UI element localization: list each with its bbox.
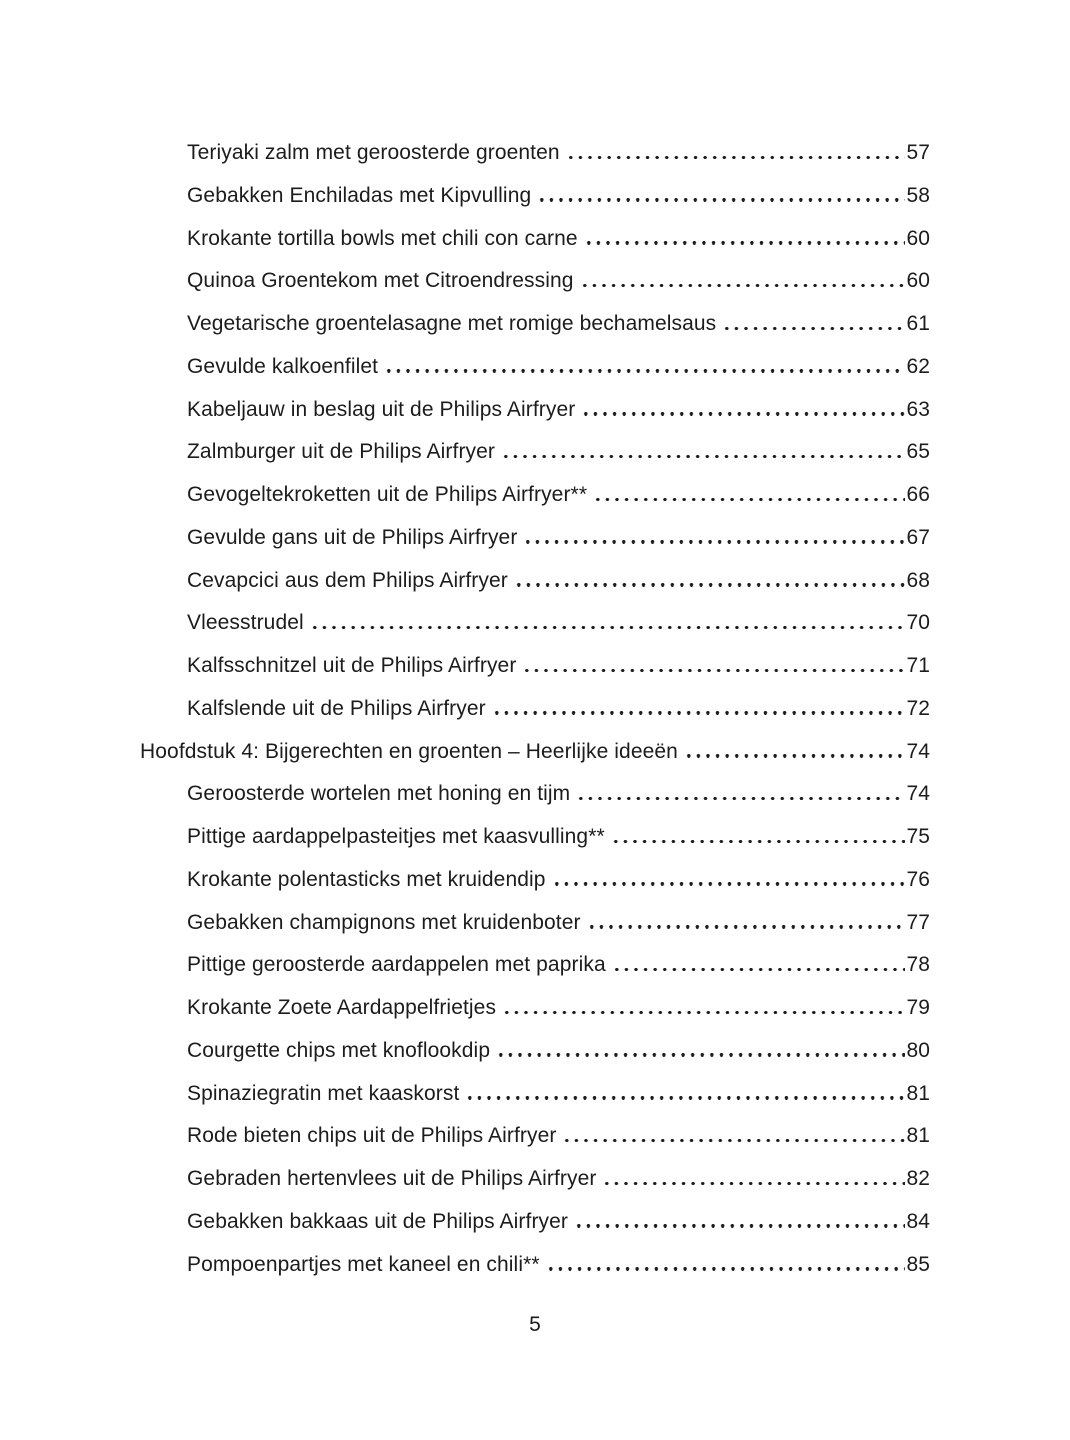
dot-leader xyxy=(522,669,905,672)
toc-entry[interactable] xyxy=(140,389,930,432)
toc-entry-label: Gebakken champignons met kruidenboter xyxy=(187,910,581,934)
toc-entry-label: Zalmburger uit de Philips Airfryer xyxy=(187,440,496,464)
dot-leader xyxy=(537,198,905,201)
dot-leader xyxy=(310,626,906,629)
dot-leader xyxy=(465,1096,905,1099)
dot-leader xyxy=(602,1182,905,1185)
toc-entry-label: Vleesstrudel xyxy=(187,611,304,635)
dot-leader xyxy=(581,412,905,415)
toc-entry-page-number: 68 xyxy=(906,568,930,592)
toc-entry[interactable] xyxy=(140,560,930,603)
dot-leader xyxy=(580,284,906,287)
toc-entry-page-number: 81 xyxy=(906,1081,930,1105)
toc-entry-label: Gevulde kalkoenfilet xyxy=(187,354,379,378)
toc-entry[interactable] xyxy=(140,731,930,774)
toc-entry-label: Courgette chips met knoflookdip xyxy=(187,1038,491,1062)
toc-entry[interactable] xyxy=(140,1244,930,1287)
toc-entry-page-number: 70 xyxy=(906,611,930,635)
page-footer xyxy=(0,1310,1070,1340)
toc-entry[interactable] xyxy=(140,132,930,175)
toc-entry-page-number: 74 xyxy=(906,739,930,763)
toc-entry-label: Krokante Zoete Aardappelfrietjes xyxy=(187,996,497,1019)
toc-entry[interactable] xyxy=(140,1030,930,1073)
toc-entry-label: Gevogeltekroketten uit de Philips Airfryer** xyxy=(187,483,588,506)
toc-entry-label: Geroosterde wortelen met honing en tijm xyxy=(187,782,571,806)
toc-entry-label: Kabeljauw in beslag uit de Philips Airfryer xyxy=(187,397,576,421)
toc-entry-label: Spinaziegratin met kaaskorst xyxy=(187,1081,460,1105)
dot-leader xyxy=(496,1053,905,1056)
toc-entry[interactable] xyxy=(140,346,930,389)
toc-entry-page-number: 60 xyxy=(906,269,930,293)
toc-entry-page-number: 60 xyxy=(906,226,930,250)
toc-entry-page-number: 65 xyxy=(906,440,930,464)
dot-leader xyxy=(576,797,905,800)
toc-entry-page-number: 79 xyxy=(906,996,930,1019)
dot-leader xyxy=(492,711,906,714)
toc-entry-page-number: 85 xyxy=(906,1252,930,1276)
page-number: 5 xyxy=(529,1313,541,1336)
dot-leader xyxy=(552,882,906,885)
dot-leader xyxy=(587,925,906,928)
toc-entry-page-number: 78 xyxy=(906,953,930,977)
toc-entry[interactable] xyxy=(140,303,930,346)
dot-leader xyxy=(593,498,905,501)
toc-entry-label: Pittige geroosterde aardappelen met paprika xyxy=(187,953,606,977)
toc-entry[interactable] xyxy=(140,987,930,1030)
toc-entry-page-number: 62 xyxy=(906,354,930,378)
toc-entry[interactable] xyxy=(140,816,930,859)
dot-leader xyxy=(562,1139,905,1142)
toc-entry-page-number: 84 xyxy=(906,1209,930,1233)
toc-entry-label: Hoofdstuk 4: Bijgerechten en groenten – Heerlijke ideeën xyxy=(140,739,678,763)
toc-entry[interactable] xyxy=(140,474,930,517)
toc-entry[interactable] xyxy=(140,175,930,218)
toc-entry-page-number: 81 xyxy=(906,1124,930,1148)
toc-entry[interactable] xyxy=(140,773,930,816)
toc-entry-page-number: 66 xyxy=(906,483,930,506)
toc-entry-page-number: 71 xyxy=(906,654,930,677)
toc-entry-label: Krokante tortilla bowls met chili con carne xyxy=(187,226,578,250)
toc-entry[interactable] xyxy=(140,260,930,303)
toc-entry-label: Rode bieten chips uit de Philips Airfryer xyxy=(187,1124,557,1148)
dot-leader xyxy=(574,1224,905,1227)
toc-list xyxy=(140,132,930,1286)
toc-entry[interactable] xyxy=(140,517,930,560)
toc-entry[interactable] xyxy=(140,1158,930,1201)
toc-entry[interactable] xyxy=(140,218,930,261)
dot-leader xyxy=(684,754,905,757)
toc-entry-page-number: 76 xyxy=(906,867,930,891)
toc-entry[interactable] xyxy=(140,902,930,945)
toc-entry[interactable] xyxy=(140,602,930,645)
toc-entry-page-number: 74 xyxy=(906,782,930,806)
toc-entry[interactable] xyxy=(140,859,930,902)
toc-entry[interactable] xyxy=(140,431,930,474)
toc-entry-page-number: 57 xyxy=(906,141,930,164)
toc-entry-page-number: 61 xyxy=(906,312,930,335)
toc-entry-label: Krokante polentasticks met kruidendip xyxy=(187,867,546,891)
toc-entry-page-number: 75 xyxy=(906,825,930,848)
toc-entry-label: Quinoa Groentekom met Citroendressing xyxy=(187,269,574,293)
toc-entry-page-number: 80 xyxy=(906,1038,930,1062)
toc-entry[interactable] xyxy=(140,1073,930,1116)
dot-leader xyxy=(384,369,905,372)
dot-leader xyxy=(501,455,905,458)
dot-leader xyxy=(514,583,906,586)
toc-entry-label: Kalfsschnitzel uit de Philips Airfryer xyxy=(187,654,517,677)
toc-entry-label: Cevapcici aus dem Philips Airfryer xyxy=(187,568,508,592)
dot-leader xyxy=(722,327,905,330)
toc-entry-label: Gevulde gans uit de Philips Airfryer xyxy=(187,525,518,549)
dot-leader xyxy=(523,540,905,543)
toc-entry-label: Gebakken Enchiladas met Kipvulling xyxy=(187,183,532,207)
toc-entry-label: Kalfslende uit de Philips Airfryer xyxy=(187,696,486,720)
toc-entry[interactable] xyxy=(140,1201,930,1244)
dot-leader xyxy=(566,156,906,159)
toc-entry-page-number: 72 xyxy=(906,696,930,720)
toc-entry[interactable] xyxy=(140,944,930,987)
toc-entry[interactable] xyxy=(140,688,930,731)
toc-entry-label: Teriyaki zalm met geroosterde groenten xyxy=(187,141,560,164)
toc-entry-page-number: 82 xyxy=(906,1167,930,1190)
toc-entry[interactable] xyxy=(140,645,930,688)
dot-leader xyxy=(612,968,906,971)
toc-entry-label: Pompoenpartjes met kaneel en chili** xyxy=(187,1252,540,1276)
dot-leader xyxy=(546,1267,906,1270)
toc-entry-page-number: 63 xyxy=(906,397,930,421)
toc-entry-page-number: 77 xyxy=(906,910,930,934)
toc-entry-label: Gebraden hertenvlees uit de Philips Airfryer xyxy=(187,1167,597,1190)
toc-entry-label: Pittige aardappelpasteitjes met kaasvulling** xyxy=(187,825,605,848)
toc-entry-page-number: 58 xyxy=(906,183,930,207)
dot-leader xyxy=(584,241,906,244)
dot-leader xyxy=(611,840,906,843)
toc-entry-label: Vegetarische groentelasagne met romige bechamelsaus xyxy=(187,312,717,335)
toc-entry-page-number: 67 xyxy=(906,525,930,549)
dot-leader xyxy=(502,1011,905,1014)
toc-entry-label: Gebakken bakkaas uit de Philips Airfryer xyxy=(187,1209,569,1233)
toc-entry[interactable] xyxy=(140,1115,930,1158)
